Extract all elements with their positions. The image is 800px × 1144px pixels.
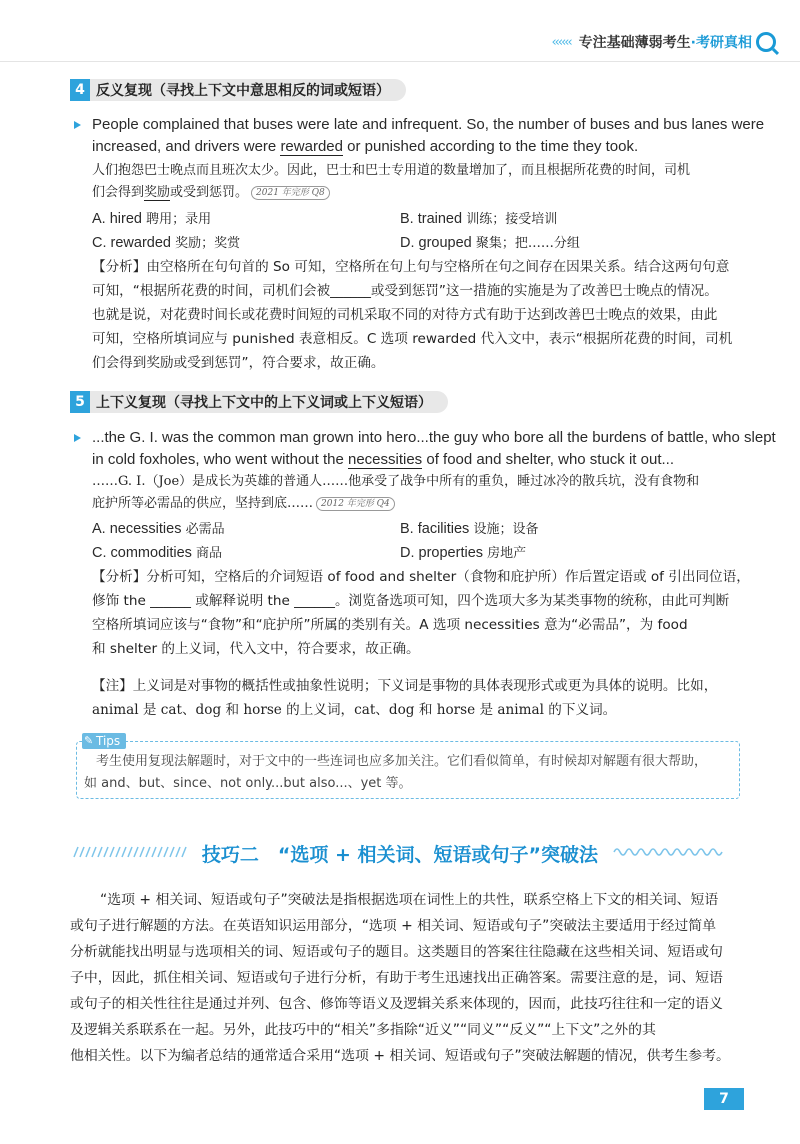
source-tag: 2021 年完形 Q8 xyxy=(251,186,330,200)
s4-en-text: increased, and drivers were xyxy=(92,138,281,155)
s5-option-a xyxy=(92,518,225,537)
tips-line-1: 考生使用复现法解题时，对于文中的一些连词也应多加关注。它们看似简单，有时候却对解题有很大帮助， xyxy=(96,754,708,769)
bullet-icon xyxy=(74,121,81,129)
section-5-number: 5 xyxy=(70,391,90,413)
bullet-icon xyxy=(74,434,81,442)
section-5-title: 上下义复现（寻找上下文中的上下义词或上下义短语） xyxy=(96,395,432,411)
s4-analysis-line: 也就是说，对花费时间长或花费时间短的司机采取不同的对待方式有助于达到改善巴士晚点的效果，由此 xyxy=(92,307,718,323)
header-accent: 考研真相 xyxy=(696,35,752,51)
s5-chinese-line-1: ……G. I.（Joe）是成长为英雄的普通人……他承受了战争中所有的重负，睡过冰冷的散兵坑，没有食物和 xyxy=(92,474,700,489)
s4-zh-text-end: 或受到惩罚。 xyxy=(170,185,249,200)
option-label: D. properties xyxy=(400,545,484,561)
s5-analysis-line: 修饰 the ______ 或解释说明 the ______。浏览备选项可知，四个选项大多为某类事物的统称，由此可判断 xyxy=(92,593,730,609)
header-main: 专注基础薄弱考生 xyxy=(578,35,691,51)
s4-analysis-line: 可知，空格所填词应与 punished 表意相反。C 选项 rewarded 代入文中，表示“根据所花费的时间，司机 xyxy=(92,331,733,347)
s5-zh-text: 庇护所等必需品的供应，坚持到底…… xyxy=(92,496,314,511)
s5-analysis-line: 空格所填词应该与“食物”和“庇护所”所属的类别有关。A 选项 necessities 意为“必需品”，为 food xyxy=(92,617,688,633)
s4-option-c xyxy=(92,232,240,251)
option-meaning: 必需品 xyxy=(181,522,225,537)
option-meaning: 聚集；把……分组 xyxy=(471,236,580,251)
s4-analysis-line: 们会得到奖励或受到惩罚”，符合要求，故正确。 xyxy=(92,355,385,371)
s4-chinese-line-2 xyxy=(92,183,330,203)
s5-chinese-line-2 xyxy=(92,494,395,514)
option-label: A. hired xyxy=(92,211,142,227)
s4-zh-underlined: 奖励 xyxy=(144,185,171,200)
section-4-title: 反义复现（寻找上下文中意思相反的词或短语） xyxy=(96,83,390,99)
s5-option-c xyxy=(92,542,222,561)
option-meaning: 聘用；录用 xyxy=(141,212,212,227)
option-meaning: 设施；设备 xyxy=(469,522,539,537)
s5-analysis-line: 【分析】分析可知，空格后的介词短语 of food and shelter（食物和庇护所）作后置定语或 of 引出同位语， xyxy=(92,569,750,585)
body-paragraph-line: 及逻辑关系联系在一起。另外，此技巧中的“相关”多指除“近义”“同义”“反义”“上下文”之外的其 xyxy=(70,1022,656,1038)
tips-line-2: 如 and、but、since、not only...but also...、yet 等。 xyxy=(84,776,412,791)
running-header xyxy=(476,28,776,56)
s4-chinese-line-1: 人们抱怨巴士晚点而且班次太少。因此，巴士和巴士专用道的数量增加了，而且根据所花费的时间，司机 xyxy=(92,163,691,178)
s4-english-line-2 xyxy=(92,137,638,157)
option-meaning: 训练；接受培训 xyxy=(462,212,558,227)
s5-english-line-1: ...the G. I. was the common man grown into hero...the guy who bore all the burdens of battle, who slept xyxy=(92,429,776,446)
body-paragraph-line: 或句子的相关性往往是通过并列、包含、修饰等语义及逻辑关系来体现的，因而，此技巧往往和一定的语义 xyxy=(70,996,723,1012)
s4-option-d xyxy=(400,232,580,251)
header-text xyxy=(579,32,752,52)
option-meaning: 房地产 xyxy=(483,546,527,561)
s4-underlined-word: rewarded xyxy=(280,138,343,155)
section-4-number: 4 xyxy=(70,79,90,101)
s5-option-b xyxy=(400,518,538,537)
tips-label: ✎ Tips xyxy=(82,733,126,749)
s4-english-line-1: People complained that buses were late and infrequent. So, the number of buses and bus lanes were xyxy=(92,116,765,133)
s4-option-b xyxy=(400,208,557,227)
section-4-heading xyxy=(70,79,406,101)
option-label: B. facilities xyxy=(400,521,470,537)
source-tag: 2012 年完形 Q4 xyxy=(316,497,395,511)
s5-en-text-end: of food and shelter, who stuck it out... xyxy=(422,451,675,468)
right-wave-decoration xyxy=(612,846,730,858)
note-line-1: 【注】上义词是对事物的概括性或抽象性说明；下义词是事物的具体表现形式或更为具体的说明。比如， xyxy=(92,678,718,694)
s5-analysis-line: 和 shelter 的上义词，代入文中，符合要求，故正确。 xyxy=(92,641,420,657)
section-5-heading xyxy=(70,391,448,413)
option-label: C. commodities xyxy=(92,545,192,561)
chevron-decoration-icon: ‹‹‹‹‹‹ xyxy=(551,34,571,50)
s4-analysis-line: 【分析】由空格所在句句首的 So 可知，空格所在句上句与空格所在句之间存在因果关系。结合这两句句意 xyxy=(92,259,730,275)
technique-title: 技巧二 “选项 + 相关词、短语或句子”突破法 xyxy=(201,844,599,866)
body-paragraph-line: 分析就能找出明显与选项相关的词、短语或句子的题目。这类题目的答案往往隐藏在这些相关词、短语或句 xyxy=(70,944,723,960)
body-paragraph-line: 他相关性。以下为编者总结的通常适合采用“选项 + 相关词、短语或句子”突破法解题的情况，供考生参考。 xyxy=(70,1048,730,1064)
s4-en-text-end: or punished according to the time they took. xyxy=(342,138,639,155)
header-divider xyxy=(0,61,800,62)
body-paragraph-line: “选项 + 相关词、短语或句子”突破法是指根据选项在词性上的共性，联系空格上下文的相关词、短语 xyxy=(100,892,719,908)
s4-zh-text: 们会得到 xyxy=(92,185,145,200)
body-paragraph-line: 子中，因此，抓住相关词、短语或句子进行分析，有助于考生迅速找出正确答案。需要注意的是，词、短语 xyxy=(70,970,723,986)
s5-english-line-2 xyxy=(92,450,674,470)
body-paragraph-line: 或句子进行解题的方法。在英语知识运用部分，“选项 + 相关词、短语或句子”突破法主要适用于经过简单 xyxy=(70,918,717,934)
option-meaning: 商品 xyxy=(191,546,223,561)
note-line-2: animal 是 cat、dog 和 horse 的上义词，cat、dog 和 horse 是 animal 的下义词。 xyxy=(92,702,617,718)
header-sep: · xyxy=(690,35,696,51)
option-label: A. necessities xyxy=(92,521,182,537)
s5-underlined-word: necessities xyxy=(347,451,423,468)
option-label: D. grouped xyxy=(400,235,472,251)
s4-analysis-line: 可知，“根据所花费的时间，司机们会被______或受到惩罚”这一措施的实施是为了改善巴士晚点的情况。 xyxy=(92,283,718,299)
s5-en-text: in cold foxholes, who went without the xyxy=(92,451,348,468)
option-label: B. trained xyxy=(400,211,463,227)
option-label: C. rewarded xyxy=(92,235,171,251)
s5-option-d xyxy=(400,542,526,561)
magnifier-icon xyxy=(756,32,776,52)
s4-option-a xyxy=(92,208,211,227)
left-hatch-decoration xyxy=(72,846,190,858)
page-number: 7 xyxy=(704,1088,744,1110)
option-meaning: 奖励；奖赏 xyxy=(170,236,241,251)
